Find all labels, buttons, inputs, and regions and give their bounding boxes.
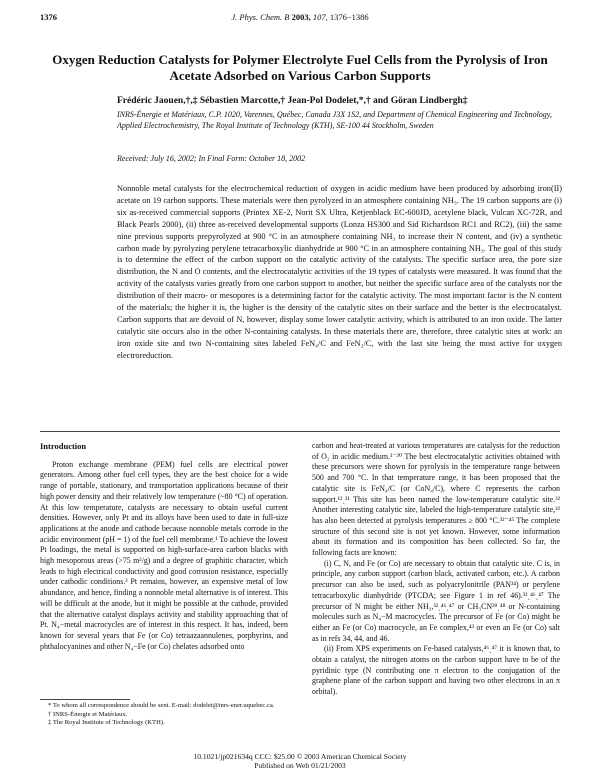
fact-i-paragraph: (i) C, N, and Fe (or Co) are necessary to obtain that catalytic site. C is, in principle, any carbon support (carbon black, activated carbon, etc.). A carbon precursor can also be used, such as polyacrylonitrile (PAN³⁴) or perylene tetracarboxylic dianhydride (PTCDA; see Figure 1 in ref 46).³²ˎ⁴⁶ˎ⁴⁷ The precursor of N might be either NH₃,³²ˎ⁴⁶ˎ⁴⁷ or CH₃CN³⁹ˎ⁴⁸ or N-containing molecules such as N₄−M macrocycles. The precursor of Fe (or Co) might be either an Fe (or Co) macrocycle, an Fe complex,⁴³ or even an Fe (or Co) salt as in refs 34, 44, and 46. <box>312 558 560 643</box>
author-list: Frédéric Jaouen,†,‡ Sébastien Marcotte,† Jean-Pol Dodelet,*,† and Göran Lindbergh‡ <box>117 96 468 106</box>
journal-volume: 107, <box>312 12 328 22</box>
abstract: Nonnoble metal catalysts for the electrochemical reduction of oxygen in acidic medium have been produced by adsorbing iron(II) acetate on 19 carbon supports. These materials were then pyrolyzed in an atmosphere containing NH₃. The 19 carbon supports are (i) six as-received commercial supports (Printex XE-2, Norit SX Ultra, Ketjenblack EC-600JD, acetylene black, Vulcan XC-72R, and Black Pearls 2000), (ii) three as-received developmental supports (Lonza HS300 and Sid Richardson RC1 and RC2), (iii) the same nine previous supports prepyrolyzed at 900 °C in an atmosphere containing NH₃ to increase their N content, and (iv) a synthetic carbon made by pyrolyzing perylene tetracarboxylic dianhydride at 900 °C in an atmosphere containing NH₃. The goal of this study is to determine the effect of the carbon support on the catalytic activity of the catalysts. The specific surface area, the pore size distribution, the N and O contents, and the electrocatalytic activities of the 19 types of catalysts were measured. It was found that the activity of the catalysts varies greatly from one carbon support to another, but neither the specific surface area of the catalysts nor the distribution of their macro- or mesopores is a determining factor for the catalytic activity. The most important factor is the N content of the materials; the higher it is, the higher is the density of the catalytic sites on their surface and the better is the electrocatalyst. Carbon supports that are devoid of N, however, display some lower catalytic activity, which is attributed to an iron oxide. The latter catalytic site occurs also in the other N-containing catalysts. In these materials there are, therefore, three catalytic sites at work: an iron oxide site and two N-containing sites labeled FeN₄/C and FeN₂/C, with the last site being the most active for oxygen electroreduction. <box>117 184 562 360</box>
published-date: Published on Web 01/21/2003 <box>254 761 346 770</box>
received-dates: Received: July 16, 2002; In Final Form: October 18, 2002 <box>117 154 306 163</box>
running-header <box>40 12 560 26</box>
affiliation: INRS-Énergie et Matériaux, C.P. 1020, Varennes, Québec, Canada J3X 1S2, and Department of Chemical Engineering and Technology, Applied Electrochemistry, The Royal Institute of Technology (KTH), SE-100 44 Stockholm, Sweden <box>117 110 552 130</box>
journal-year: 2003, <box>291 12 311 22</box>
journal-citation <box>40 12 560 22</box>
journal-name: J. Phys. Chem. B <box>231 12 290 22</box>
footnote-correspondence: * To whom all correspondence should be sent. E-mail: dodelet@inrs-ener.uquebec.ca. <box>48 702 275 709</box>
section-divider <box>40 431 560 432</box>
page-number: 1376 <box>40 12 57 22</box>
article-title-line-1: Oxygen Reduction Catalysts for Polymer Electrolyte Fuel Cells from the Pyrolysis of Iron <box>52 52 548 67</box>
journal-pages: 1376−1386 <box>329 12 369 22</box>
intro-paragraph-1: Proton exchange membrane (PEM) fuel cells are electrical power generators. Among other fuel cell types, they are the best choice for a wide range of portable, stationary, and transportation applications because of their high power density and their relatively low temperature (~80 °C) of operation. At this low temperature, catalysts are necessary to obtain useful current densities. However, only Pt and its alloys have been used to date in full-size applications at the anode and cathode because nonnoble metals corrode in the acidic environment (pH = 1) of the fuel cell membrane.¹ To achieve the lowest Pt loadings, the metal is supported on high-surface-area carbon blacks with high mesoporous areas (>75 m²/g) and a degree of graphitic character, which leads to high electrical conductivity and good corrosion resistance, especially under cathodic conditions.² Pt remains, however, an expensive metal of low abundance, and hence, finding a nonnoble metal alternative is of interest. This will be difficult at the anode, but it might be possible at the cathode, provided that the alternative catalyst displays activity and stability approaching that of Pt. N₄−metal macrocycles are of interest in this respect. It has, indeed, been known for several years that Fe (or Co) tetraazaannulenes, porphyrins, and phthalocyanines and other N₄−Fe (or Co) chelates adsorbed onto <box>40 459 288 651</box>
right-column <box>312 441 560 698</box>
article-title-line-2: Acetate Adsorbed on Various Carbon Supports <box>169 68 431 83</box>
doi-copyright-line: 10.1021/jp021634q CCC: $25.00 © 2003 American Chemical Society <box>193 752 407 761</box>
footnotes <box>40 702 288 728</box>
fact-ii-paragraph: (ii) From XPS experiments on Fe-based catalysts,⁴⁶ˎ⁴⁷ it is known that, to obtain a catalyst, the nitrogen atoms on the carbon support have to be of the pyridinic type (N contributing one π electron to the conjugation of the graphene plane of the carbon support and having two other electrons in an π orbital). <box>312 644 560 697</box>
footnote-kth: ‡ The Royal Institute of Technology (KTH). <box>48 719 165 727</box>
left-column <box>40 441 288 652</box>
footnote-divider <box>40 699 130 700</box>
intro-paragraph-2: carbon and heat-treated at various temperatures are catalysts for the reduction of O₂ in acidic medium.³⁻³⁰ The best electrocatalytic activities obtained with these precursors were shown for pyrolysis in the temperature range between 500 and 700 °C. In that temperature range, it has been proposed that the catalytic site is FeN₄/C (or CoN₄/C), where C represents the carbon support.¹²ˎ³¹ This site has been named the low-temperature catalytic site.³² Another interesting catalytic site, labeled the high-temperature catalytic site,³² has also been detected at pyrolysis temperatures ≥ 800 °C.³²⁻⁴⁵ The complete structure of this second site is not yet known. However, some information about its formation and its composition has been collected. So far, the following facts are known: <box>312 441 560 558</box>
footnote-inrs: † INRS-Énergie et Matériaux. <box>48 710 128 718</box>
article-title <box>40 52 560 84</box>
page-footer <box>40 752 560 770</box>
section-heading-introduction: Introduction <box>40 441 87 451</box>
